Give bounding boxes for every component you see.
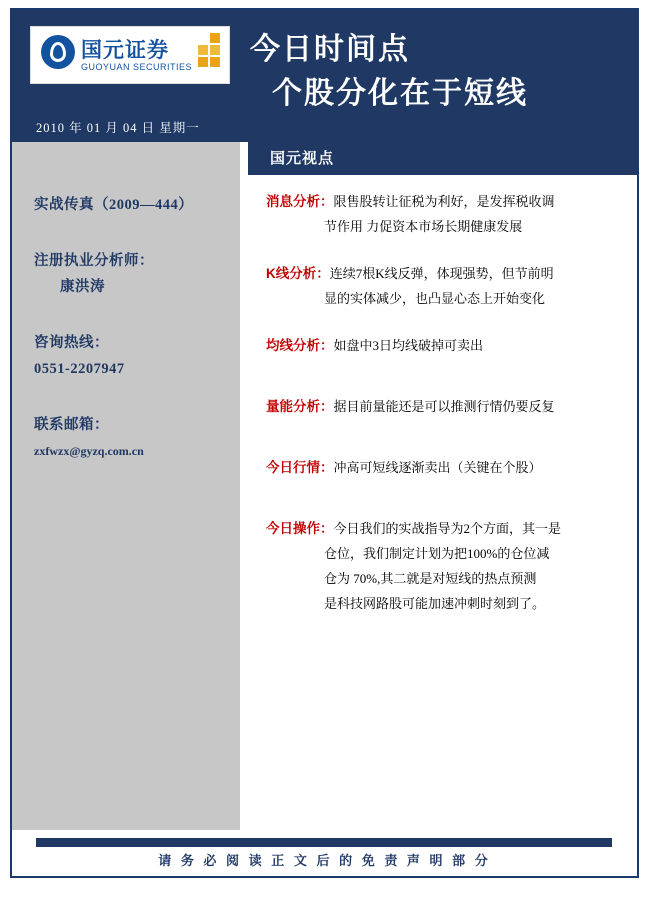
sidebar [12,142,240,830]
sidebar-analyst-title: 注册执业分析师： [34,253,154,269]
section-text: 据目前量能还是可以推测行情仍要反复 [333,399,555,414]
footer-disclaimer: 请 务 必 阅 读 正 文 后 的 免 责 声 明 部 分 [158,853,491,868]
company-logo [30,26,230,84]
sidebar-email-block [34,412,234,464]
report-date: 2010 年 01 月 04 日 星期一 [36,121,200,135]
logo-company-name-cn: 国元证券 [81,39,169,62]
page-title-line1: 今日时间点 [250,33,410,66]
viewpoint-header [248,142,637,175]
page-title [250,28,630,116]
section-text: 限售股转让征税为利好，是发挥税收调 [333,194,555,209]
logo-emblem-icon [41,35,75,69]
section-kline [248,261,637,311]
section-ma [248,333,637,358]
section-text: 如盘中3日均线破掉可卖出 [333,338,484,353]
sidebar-series-block [34,192,234,218]
sidebar-series: 实战传真（2009—444） [34,197,194,213]
main-content [248,142,637,616]
sidebar-hotline-block [34,330,234,382]
sidebar-hotline-label: 咨询热线： [34,335,109,351]
section-text: 节作用 力促资本市场长期健康发展 [324,219,523,234]
section-text: 今日我们的实战指导为2个方面，其一是 [333,521,562,536]
viewpoint-title: 国元视点 [270,150,335,167]
section-label: 今日行情： [266,460,334,475]
sidebar-analyst-block [34,248,234,300]
section-text: 仓位，我们制定计划为把100%的仓位减 [324,546,550,561]
section-today-operation [248,516,637,616]
section-today-market [248,455,637,480]
logo-company-name-en: GUOYUAN SECURITIES [81,62,193,72]
section-text: 冲高可短线逐渐卖出（关键在个股） [333,460,542,475]
section-text: 仓为 70%,其二就是对短线的热点预测 [324,571,537,586]
sidebar-hotline-number: 0551-2207947 [34,361,125,377]
section-text: 连续7根K线反弹，体现强势，但节前明 [329,266,554,281]
section-text: 是科技网路股可能加速冲刺时刻到了。 [324,596,546,611]
sidebar-analyst-name: 康洪涛 [60,279,105,295]
section-label: K线分析： [266,266,330,281]
sidebar-email-value[interactable]: zxfwzx@gyzq.com.cn [34,444,144,458]
footer-divider [36,838,612,847]
section-label: 今日操作： [266,521,334,536]
sidebar-email-label: 联系邮箱： [34,417,109,433]
section-label: 均线分析： [266,338,334,353]
section-text: 显的实体减少，也凸显心态上开始变化 [324,291,546,306]
section-news [248,189,637,239]
section-volume [248,394,637,419]
logo-blocks-icon [194,33,224,67]
section-label: 消息分析： [266,194,334,209]
page-title-line2: 个股分化在于短线 [272,77,528,110]
section-label: 量能分析： [266,399,334,414]
page-header [12,10,637,142]
